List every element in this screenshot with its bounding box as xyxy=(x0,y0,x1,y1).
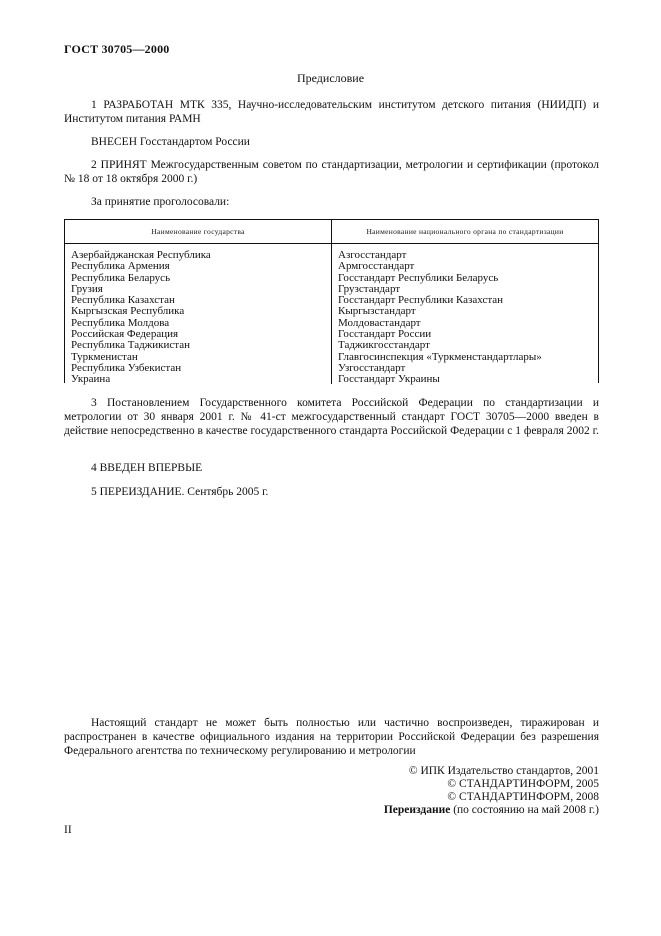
table-cell-state: Украина xyxy=(71,373,111,386)
table-cell-body: Грузстандарт xyxy=(338,282,401,295)
table-cell-body: Госстандарт Республики Беларусь xyxy=(338,271,499,284)
paragraph-decree: 3 Постановлением Государственного комитета Российской Федерации по стандартизации и метрологии от 30 января 2001 г. № 41-ст межгосударственный стандарт ГОСТ 30705—2000 введен в действие непосредственно в качестве государственного стандарта Российской Федерации с 1 февраля 2002 г. xyxy=(64,397,599,437)
table-cell-state: Республика Беларусь xyxy=(71,271,171,284)
table-cell-body: Главгосинспекция «Туркменстандартлары» xyxy=(338,350,542,363)
table-cell-body: Азгосстандарт xyxy=(338,249,407,261)
table-cell-body: Узгосстандарт xyxy=(338,361,406,374)
table-cell-state: Республика Армения xyxy=(71,260,170,273)
table-cell-body: Госстандарт Украины xyxy=(338,373,440,386)
table-column-states xyxy=(71,250,326,386)
reissue-label: Переиздание xyxy=(383,804,451,816)
table-cell-body: Кыргызстандарт xyxy=(338,305,416,318)
copyright-line: © СТАНДАРТИНФОРМ, 2005 xyxy=(447,778,599,790)
table-cell-body: Молдовастандарт xyxy=(338,316,421,329)
table-cell-state: Российская Федерация xyxy=(71,328,179,341)
standard-code-header: ГОСТ 30705—2000 xyxy=(64,42,170,56)
paragraph-developed: 1 РАЗРАБОТАН МТК 335, Научно-исследовательским институтом детского питания (НИИДП) и Институтом питания РАМН xyxy=(64,99,599,125)
reissue-status-line xyxy=(384,804,599,817)
copyright-block xyxy=(384,765,599,817)
page-number: II xyxy=(64,824,72,836)
table-cell-body: Армгосстандарт xyxy=(338,260,415,273)
table-cell-state: Республика Узбекистан xyxy=(71,361,182,374)
table-cell-body: Госстандарт Республики Казахстан xyxy=(338,294,504,307)
table-cell-state: Азербайджанская Республика xyxy=(71,249,211,261)
reissue-date: (по состоянию на май 2008 г.) xyxy=(450,804,599,816)
paragraph-introduced: ВНЕСЕН Госстандартом России xyxy=(91,136,250,148)
copyright-line: © ИПК Издательство стандартов, 2001 xyxy=(408,765,599,777)
paragraph-first-introduced: 4 ВВЕДЕН ВПЕРВЫЕ xyxy=(91,462,203,474)
paragraph-reproduction-notice: Настоящий стандарт не может быть полностью или частично воспроизведен, тиражирован и распространен в качестве официального издания на территории Российской Федерации без разрешения Федерального агентства по техническому регулированию и метрологии xyxy=(64,717,599,757)
table-cell-state: Кыргызская Республика xyxy=(71,305,185,318)
copyright-line: © СТАНДАРТИНФОРМ, 2008 xyxy=(447,791,599,803)
voting-table xyxy=(64,219,599,386)
table-header-body: Наименование национального органа по стандартизации xyxy=(366,227,564,236)
paragraph-reissue: 5 ПЕРЕИЗДАНИЕ. Сентябрь 2005 г. xyxy=(91,486,269,498)
table-cell-body: Госстандарт России xyxy=(338,328,432,341)
page-title: Предисловие xyxy=(296,71,365,85)
paragraph-voted: За принятие проголосовали: xyxy=(91,196,230,208)
table-cell-state: Республика Таджикистан xyxy=(71,339,190,352)
table-cell-state: Республика Молдова xyxy=(71,316,170,329)
table-header-state: Наименование государства xyxy=(151,227,245,236)
table-cell-state: Республика Казахстан xyxy=(71,294,175,307)
table-cell-state: Грузия xyxy=(71,282,103,295)
paragraph-adopted: 2 ПРИНЯТ Межгосударственным советом по стандартизации, метрологии и сертификации (протокол № 18 от 18 октября 2000 г.) xyxy=(64,159,599,185)
table-column-divider xyxy=(331,220,332,384)
table-column-bodies xyxy=(338,250,593,386)
table-cell-state: Туркменистан xyxy=(71,350,138,363)
table-cell-body: Таджикгосстандарт xyxy=(338,339,430,352)
